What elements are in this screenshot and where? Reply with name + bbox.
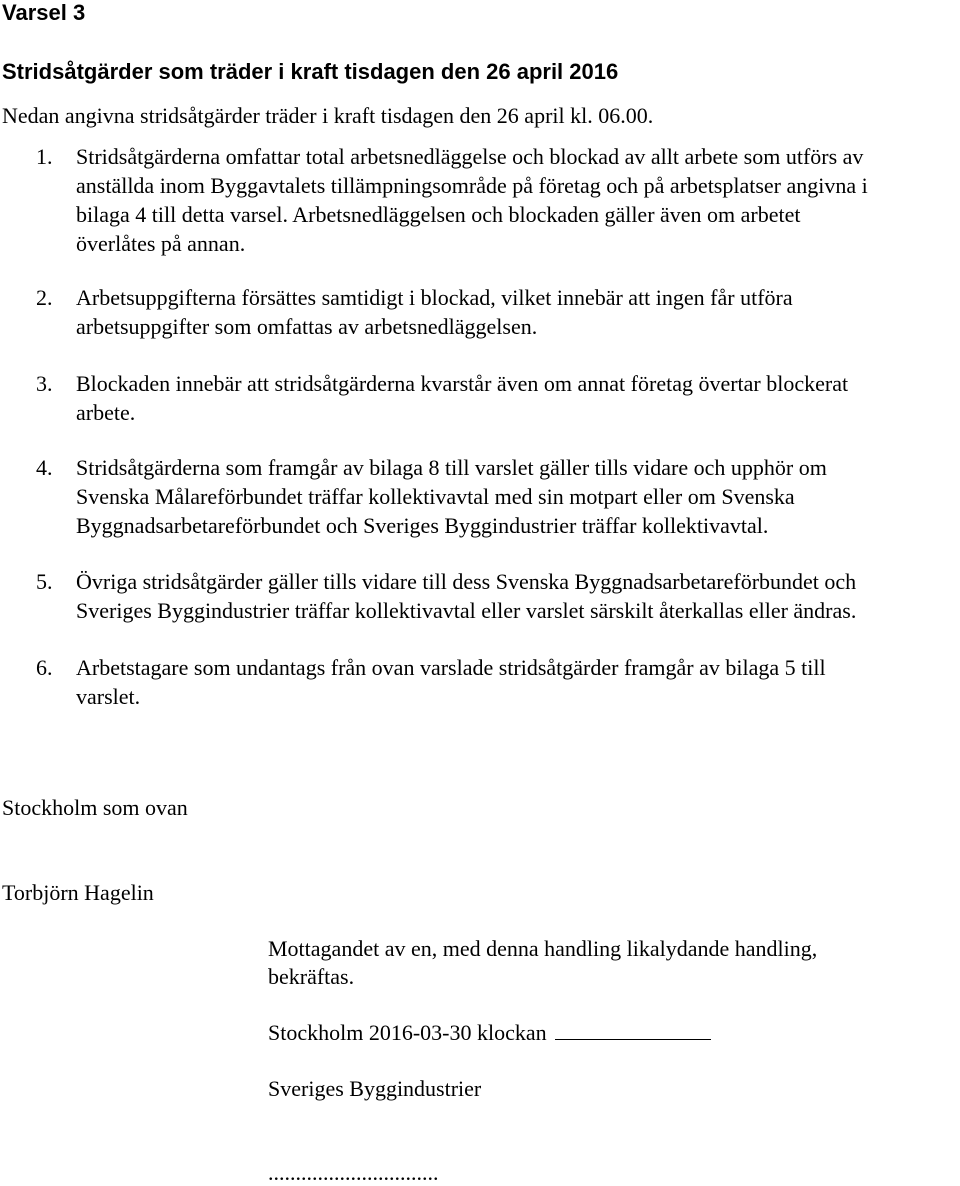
list-item-line: Stridsåtgärderna omfattar total arbetsnedläggelse och blockad av allt arbete som utförs av — [76, 144, 864, 169]
list-item-line: Övriga stridsåtgärder gäller tills vidare till dess Svenska Byggnadsarbetareförbundet och — [76, 569, 857, 594]
place-line: Stockholm som ovan — [2, 795, 188, 820]
receipt-organization: Sveriges Byggindustrier — [268, 1076, 482, 1101]
list-item-number: 1. — [36, 144, 53, 169]
time-fill-line — [555, 1021, 711, 1040]
list-item-line: Stridsåtgärderna som framgår av bilaga 8 till varslet gäller tills vidare och upphör om — [76, 455, 827, 480]
list-item-line: Byggnadsarbetareförbundet och Sveriges Byggindustrier träffar kollektivavtal. — [76, 513, 769, 538]
list-item-line: Blockaden innebär att stridsåtgärderna kvarstår även om annat företag övertar blockerat — [76, 371, 849, 396]
list-item-text — [76, 369, 956, 427]
list-item-number: 4. — [36, 455, 53, 480]
receipt-date-text: Stockholm 2016-03-30 klockan — [268, 1020, 547, 1045]
list-item-number: 2. — [36, 285, 53, 310]
signatory-name: Torbjörn Hagelin — [2, 880, 154, 905]
list-item-number: 5. — [36, 569, 53, 594]
list-item-text — [76, 142, 956, 258]
list-item-line: överlåtes på annan. — [76, 231, 246, 256]
list-item-line: Svenska Målareförbundet träffar kollektivavtal med sin motpart eller om Svenska — [76, 484, 795, 509]
list-item-line: arbete. — [76, 400, 136, 425]
list-item-line: Sveriges Byggindustrier träffar kollektivavtal eller varslet särskilt återkallas eller ändras. — [76, 598, 857, 623]
list-item-number: 3. — [36, 371, 53, 396]
receipt-line-2: bekräftas. — [268, 964, 355, 989]
list-item-line: Arbetstagare som undantags från ovan varslade stridsåtgärder framgår av bilaga 5 till — [76, 655, 826, 680]
signature-dots: ............................... — [268, 1160, 439, 1185]
list-item-line: bilaga 4 till detta varsel. Arbetsnedläggelsen och blockaden gäller även om arbetet — [76, 202, 801, 227]
list-item-text — [76, 283, 956, 341]
list-item-line: arbetsuppgifter som omfattas av arbetsnedläggelsen. — [76, 314, 538, 339]
list-item-line: Arbetsuppgifterna försättes samtidigt i blockad, vilket innebär att ingen får utföra — [76, 285, 793, 310]
intro-paragraph: Nedan angivna stridsåtgärder träder i kraft tisdagen den 26 april kl. 06.00. — [2, 103, 654, 128]
list-item-line: anställda inom Byggavtalets tillämpningsområde på företag och på arbetsplatser angivna i — [76, 173, 868, 198]
list-item-text — [76, 453, 956, 540]
document-subheading: Stridsåtgärder som träder i kraft tisdagen den 26 april 2016 — [2, 59, 619, 84]
receipt-line-1: Mottagandet av en, med denna handling likalydande handling, — [268, 936, 818, 961]
document-heading: Varsel 3 — [2, 0, 86, 25]
list-item-line: varslet. — [76, 684, 141, 709]
receipt-date-line — [268, 1020, 711, 1046]
list-item-text — [76, 567, 956, 625]
list-item-number: 6. — [36, 655, 53, 680]
list-item-text — [76, 653, 956, 711]
